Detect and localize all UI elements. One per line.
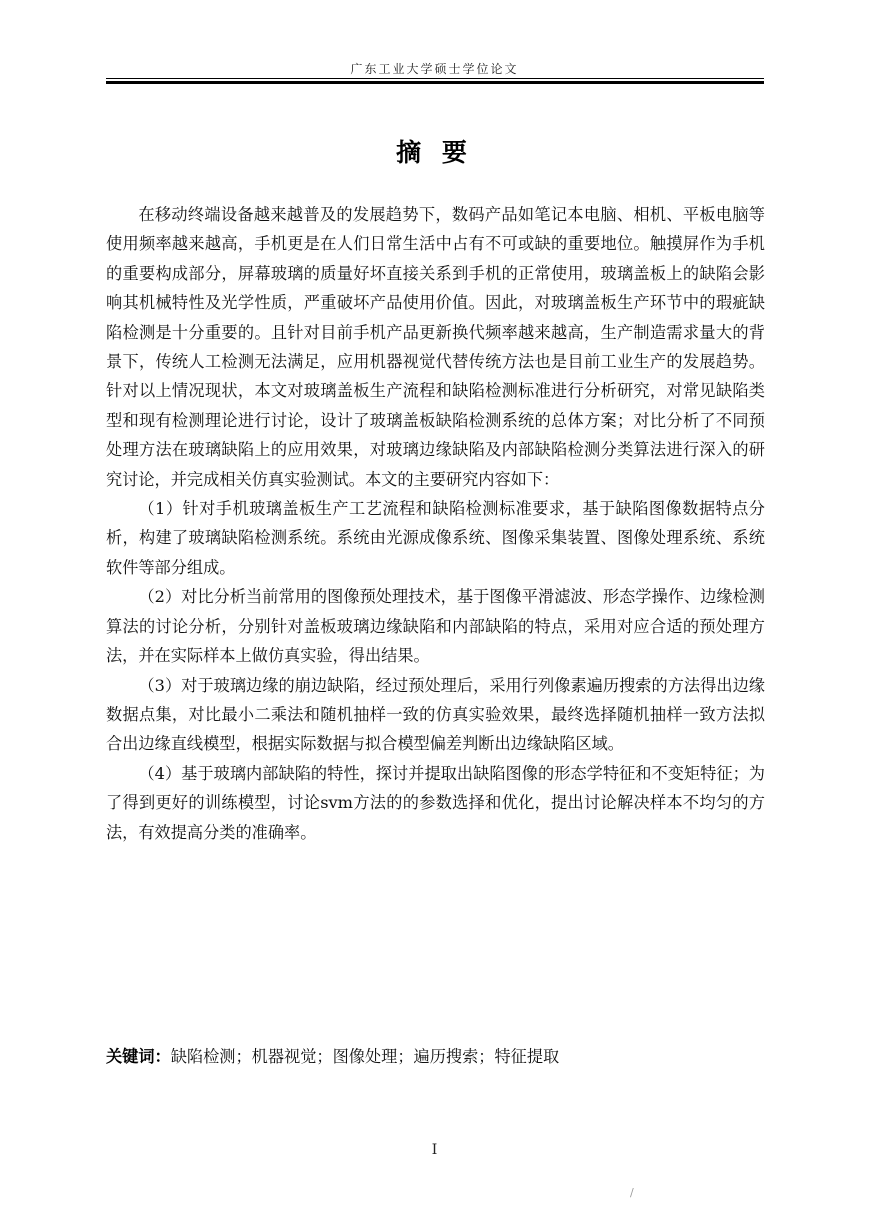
scan-mark: / — [630, 1186, 634, 1199]
page-title: 摘 要 — [396, 138, 473, 167]
keywords-line — [106, 1042, 765, 1071]
header-rule-thin — [106, 78, 764, 79]
abstract-paragraph-intro: 在移动终端设备越来越普及的发展趋势下，数码产品如笔记本电脑、相机、平板电脑等使用频率越来越高，手机更是在人们日常生活中占有不可或缺的重要地位。触摸屏作为手机的重要构成部分，屏幕玻璃的质量好坏直接关系到手机的正常使用，玻璃盖板上的缺陷会影响其机械特性及光学性质，严重破坏产品使用价值。因此，对玻璃盖板生产环节中的瑕疵缺陷检测是十分重要的。且针对目前手机产品更新换代频率越来越高，生产制造需求量大的背景下，传统人工检测无法满足，应用机器视觉代替传统方法也是目前工业生产的发展趋势。针对以上情况现状，本文对玻璃盖板生产流程和缺陷检测标准进行分析研究，对常见缺陷类型和现有检测理论进行讨论，设计了玻璃盖板缺陷检测系统的总体方案；对比分析了不同预处理方法在玻璃缺陷上的应用效果，对玻璃边缘缺陷及内部缺陷检测分类算法进行深入的研究讨论，并完成相关仿真实验测试。本文的主要研究内容如下： — [106, 205, 765, 489]
abstract-paragraph-item-4: （4）基于玻璃内部缺陷的特性，探讨并提取出缺陷图像的形态学特征和不变矩特征；为了得到更好的训练模型，讨论svm方法的的参数选择和优化，提出讨论解决样本不均匀的方法，有效提高分类的准确率。 — [106, 763, 765, 842]
abstract-paragraph-item-1: （1）针对手机玻璃盖板生产工艺流程和缺陷检测标准要求，基于缺陷图像数据特点分析，构建了玻璃缺陷检测系统。系统由光源成像系统、图像采集装置、图像处理系统、系统软件等部分组成。 — [106, 499, 765, 577]
running-header: 广东工业大学硕士学位论文 — [350, 62, 519, 76]
abstract-body — [106, 200, 765, 847]
keywords-text: 缺陷检测；机器视觉；图像处理；遍历搜索；特征提取 — [170, 1047, 560, 1066]
abstract-paragraph-item-2: （2）对比分析当前常用的图像预处理技术，基于图像平滑滤波、形态学操作、边缘检测算法的讨论分析，分别针对盖板玻璃边缘缺陷和内部缺陷的特点，采用对应合适的预处理方法，并在实际样本上做仿真实验，得出结果。 — [106, 587, 765, 666]
header-rule-thick — [106, 81, 764, 84]
page-number: I — [431, 1142, 438, 1158]
abstract-paragraph-item-3: （3）对于玻璃边缘的崩边缺陷，经过预处理后，采用行列像素遍历搜索的方法得出边缘数据点集，对比最小二乘法和随机抽样一致的仿真实验效果，最终选择随机抽样一致方法拟合出边缘直线模型，根据实际数据与拟合模型偏差判断出边缘缺陷区域。 — [106, 675, 765, 754]
keywords-label: 关键词： — [106, 1047, 171, 1066]
